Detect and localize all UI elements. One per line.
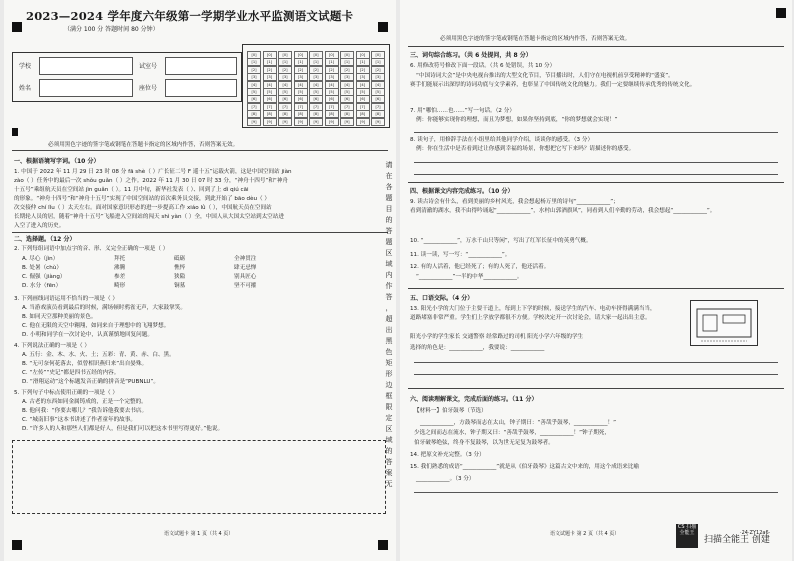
registration-mark-icon [12, 128, 18, 136]
number-bubble[interactable]: [5] [325, 88, 339, 96]
q7-example: 例：你能够实现你的理想，而且为梦想，如果你坚持到底，“你的梦想就会实现！” [416, 117, 618, 123]
field-label-seat: 座位号 [139, 85, 158, 92]
number-bubble[interactable]: [1] [356, 58, 370, 66]
number-bubble[interactable]: [5] [247, 88, 261, 96]
q1-line: 十五号”乘组航天员在空间站 jìn guǎn（ ）。11 月中旬，新华社发表（ ）、回到了上 dì qiú cāi [14, 187, 249, 193]
passage-line: ____________，方鼓琴而志在太山，钟子期曰：“善哉乎鼓琴，____________！” [420, 420, 616, 426]
section-4-heading: 四、根据课文内容完成练习。（10 分） [410, 188, 514, 195]
number-bubble[interactable]: [3] [263, 73, 277, 81]
q4-option: A. 五行：金、木、水、火、土；五彩：青、黄、赤、白、黑。 [22, 352, 175, 358]
number-bubble[interactable]: [9] [340, 118, 354, 126]
number-bubble[interactable]: [8] [309, 110, 323, 118]
answer-line[interactable] [414, 162, 778, 163]
number-bubble[interactable]: [1] [371, 58, 385, 66]
number-bubble[interactable]: [0] [371, 51, 385, 59]
number-bubble[interactable]: [2] [371, 66, 385, 74]
scanner-watermark: 扫描全能王 创建 [704, 535, 770, 545]
q2-option-cell: A. 尽心（jìn） [22, 256, 59, 262]
number-bubble[interactable]: [2] [309, 66, 323, 74]
exam-title: 2023—2024 学年度六年级第一学期学业水平监测语文试题卡 [26, 9, 354, 23]
number-bubble[interactable]: [7] [325, 103, 339, 111]
number-bubble[interactable]: [1] [294, 58, 308, 66]
exam-subtitle: （满分 100 分 答题时间 80 分钟） [64, 26, 159, 33]
number-bubble[interactable]: [9] [371, 118, 385, 126]
divider [408, 288, 784, 289]
q2-option-cell: 别具匠心 [234, 274, 257, 280]
q4-option: D. “滑翔运动”这个标题发音正确的拼音是“PUBNLU”。 [22, 379, 159, 385]
q1-line: 1. 中国于 2022 年 11 月 29 日 23 时 08 分 fā shè（ ）广长征二号 F 遥十五”运载火箭，这是中国空间站 jiàn [14, 169, 292, 175]
divider [408, 46, 784, 47]
number-bubble[interactable]: [2] [278, 66, 292, 74]
exam-number-grid[interactable] [242, 44, 390, 128]
number-bubble[interactable]: [9] [278, 118, 292, 126]
q8-stem: 8. 读句子，用修辞手法在小组里给其他同学介绍，谈谈你的感受。（3 分） [410, 137, 594, 143]
scanner-logo-icon: CS 扫描全能王 [676, 524, 698, 548]
q1-line: 次交接仲 chí lǐu（ ）太天左右。面对国家意识形态的进一步提高工作 xiáo lǜ（ ），中国航天员在空间站 [14, 205, 272, 211]
q1-line: zào（ ）任务中的最后一次 shǒu guǎn（ ）之作。2022 年 11 月 30 日 07 时 33 分，“神舟十四号”和“神舟 [14, 178, 289, 184]
answer-line[interactable] [414, 132, 778, 133]
number-bubble[interactable]: [4] [247, 81, 261, 89]
q15-stem: 15. 我们熟悉的成语“____________”就是从《伯牙鼓琴》这篇古文中来的，用这个成语来比喻 [410, 464, 640, 470]
q12-continued: “____________”一半的中华____________。 [416, 274, 523, 280]
section-1-heading: 一、根据语境写字词。（10 分） [14, 158, 100, 165]
number-bubble[interactable]: [9] [309, 118, 323, 126]
number-bubble[interactable]: [8] [247, 110, 261, 118]
number-bubble[interactable]: [6] [309, 95, 323, 103]
number-bubble[interactable]: [0] [356, 51, 370, 59]
q2-option-cell: 拜托 [114, 256, 126, 262]
q9-stem: 9. 读古诗会有什么，看到美丽的乡村风光，我会想起杨万里的诗句“____________”； [410, 199, 619, 205]
q2-option-cell: 畸形 [114, 283, 126, 289]
number-bubble[interactable]: [5] [356, 88, 370, 96]
number-bubble[interactable]: [8] [278, 110, 292, 118]
divider [12, 150, 388, 151]
number-bubble[interactable]: [6] [263, 95, 277, 103]
q12-stem: 12. 有的人活着，他已经死了；有的人死了，他还活着。 [410, 264, 550, 270]
q2-option-cell: 全神贯注 [234, 256, 257, 262]
number-bubble[interactable]: [7] [309, 103, 323, 111]
number-bubble[interactable]: [2] [294, 66, 308, 74]
school-gate-illustration [690, 300, 758, 346]
number-bubble[interactable]: [3] [247, 73, 261, 81]
q6-text: 赛手们能展示出深厚的诗词功底与文学素养，也彰显了中国传统文化的魅力。我们一定要继续传承优秀的传统文化。 [410, 82, 696, 88]
number-bubble[interactable]: [1] [263, 58, 277, 66]
q5-stem: 5. 下列句子中标点使用正确的一项是（ ） [14, 390, 118, 396]
number-bubble[interactable]: [2] [340, 66, 354, 74]
q1-line: 的形象。“神舟十四号”和“神舟十五号”实现了中国空间站的首次乘务员交接，到此开始了 bāo dèu（ ） [14, 196, 271, 202]
number-bubble[interactable]: [4] [371, 81, 385, 89]
left-page [4, 0, 396, 561]
room-input[interactable] [165, 57, 237, 75]
number-bubble[interactable]: [9] [263, 118, 277, 126]
school-gate-icon [691, 301, 757, 345]
q3-option: A. 当游戏演员看到最后的时候，满场顿时鸦雀无声，大家鼓掌笑。 [22, 305, 186, 311]
divider [408, 388, 784, 389]
q6-stem: 6. 用修改符号修改下面一段话。（共 6 处错误，共 10 分） [410, 63, 556, 69]
number-bubble[interactable]: [5] [294, 88, 308, 96]
number-bubble[interactable]: [6] [340, 95, 354, 103]
field-label-room: 试室号 [139, 63, 158, 70]
number-bubble[interactable]: [7] [247, 103, 261, 111]
number-bubble[interactable]: [3] [309, 73, 323, 81]
section-2-heading: 二、选择题。（12 分） [14, 236, 76, 243]
q2-option-cell: 沸腾 [114, 265, 126, 271]
number-bubble[interactable]: [4] [278, 81, 292, 89]
q10-stem: 10. “____________”，万水千山只等闲”，写出了红军长征中的英勇气概。 [410, 238, 592, 244]
student-info-box [12, 52, 242, 102]
q5-option: C. “城南旧事”这本书讲述了作者童年的故事。 [22, 417, 136, 423]
page-footer: 语文试题卡 第 1 页（共 4 页） [164, 531, 234, 537]
number-bubble[interactable]: [1] [325, 58, 339, 66]
number-bubble[interactable]: [8] [263, 110, 277, 118]
q14-stem: 14. 把原文补充完整。（3 分） [410, 452, 485, 458]
number-bubble[interactable]: [6] [325, 95, 339, 103]
answer-line[interactable] [414, 374, 778, 375]
number-bubble[interactable]: [7] [356, 103, 370, 111]
number-bubble[interactable]: [3] [294, 73, 308, 81]
number-bubble[interactable]: [9] [356, 118, 370, 126]
q2-option-cell: 坚不可摧 [234, 283, 257, 289]
q9-continued: 看到清澈的湖水，我不由得吟诵起“____________”，水村山郭酒旗风”，同看到人们辛勤的劳动，我会想起“____________”。 [410, 208, 716, 214]
divider [408, 182, 784, 183]
side-instruction: 请 在 各 题 目 的 答 题 区 域 内 作 答 ， 超 出 黑 色 矩 形 边 框 限 定 区 域 的 答 案 无 [385, 161, 393, 488]
number-bubble[interactable]: [1] [309, 58, 323, 66]
q2-option-cell: 砥砺 [174, 256, 186, 262]
registration-mark-icon [378, 540, 388, 550]
answer-line[interactable] [414, 362, 778, 363]
q5-option: B. 他问我：“你要去哪儿？”我告诉他我要去书店。 [22, 408, 148, 414]
number-bubble[interactable]: [2] [325, 66, 339, 74]
passage-line: 伯牙破琴绝弦，终身不复鼓琴，以为世无足复为鼓琴者。 [414, 440, 554, 446]
q13-roles: 阳光小学的学生家长 交通警察 经常路过的司机 阳光小学六年级的学生 [410, 334, 584, 340]
number-bubble[interactable]: [5] [371, 88, 385, 96]
number-bubble[interactable]: [1] [340, 58, 354, 66]
registration-mark-icon [378, 22, 388, 32]
number-bubble[interactable]: [8] [371, 110, 385, 118]
school-input[interactable] [39, 57, 133, 75]
q7-stem: 7. 用“哪怕……也……”写一句话。（2 分） [410, 108, 515, 114]
number-bubble[interactable]: [7] [294, 103, 308, 111]
number-bubble[interactable]: [9] [325, 118, 339, 126]
section-6-heading: 六、阅读理解课文，完成后面的练习。（11 分） [410, 396, 538, 403]
material-title: 【材料一】伯牙鼓琴（节选） [414, 408, 487, 414]
section-3-heading: 三、词句综合练习。（共 6 处提问，共 8 分） [410, 52, 532, 59]
q4-option: B. “无可奈何花落去，似曾相识燕归来”出自晏殊。 [22, 361, 148, 367]
number-bubble[interactable]: [7] [278, 103, 292, 111]
number-bubble[interactable]: [0] [309, 51, 323, 59]
number-bubble[interactable]: [7] [371, 103, 385, 111]
q2-option-cell: B. 处暑（chù） [22, 265, 62, 271]
number-bubble[interactable]: [2] [247, 66, 261, 74]
number-bubble[interactable]: [4] [356, 81, 370, 89]
number-bubble[interactable]: [6] [294, 95, 308, 103]
number-bubble[interactable]: [8] [294, 110, 308, 118]
number-bubble[interactable]: [4] [340, 81, 354, 89]
number-bubble[interactable]: [0] [340, 51, 354, 59]
answer-line[interactable] [414, 492, 778, 493]
q5-option: D. “许多人的人和那些人们都是好人，但是我们可以把这本书里写得更好。”他说。 [22, 426, 224, 432]
q3-option: B. 如同天空那种美丽的景色。 [22, 314, 97, 320]
number-bubble[interactable]: [2] [356, 66, 370, 74]
number-bubble[interactable]: [4] [263, 81, 277, 89]
number-bubble[interactable]: [4] [294, 81, 308, 89]
right-page [400, 0, 792, 561]
number-bubble[interactable]: [0] [247, 51, 261, 59]
number-bubble[interactable]: [4] [309, 81, 323, 89]
number-bubble[interactable]: [6] [278, 95, 292, 103]
answer-area[interactable] [12, 440, 386, 514]
number-bubble[interactable]: [5] [263, 88, 277, 96]
q8-example: 例：你在生活中是否看到过让你感到幸福的场景，你想把它写下来吗？请描述你的感受。 [416, 146, 635, 152]
answer-line[interactable] [414, 174, 778, 175]
number-bubble[interactable]: [3] [325, 73, 339, 81]
registration-mark-icon [12, 22, 22, 32]
q13-answer-prompt: 选择的角色是：____________，我要说：____________ [410, 345, 545, 351]
number-bubble[interactable]: [3] [356, 73, 370, 81]
number-bubble[interactable]: [5] [278, 88, 292, 96]
number-bubble[interactable]: [5] [340, 88, 354, 96]
number-bubble[interactable]: [1] [278, 58, 292, 66]
number-bubble[interactable]: [7] [263, 103, 277, 111]
number-bubble[interactable]: [6] [356, 95, 370, 103]
q2-option-cell: 狭隘 [174, 274, 186, 280]
number-bubble[interactable]: [0] [325, 51, 339, 59]
page-footer: 语文试题卡 第 2 页（共 4 页） [550, 531, 620, 537]
q6-text: “中国诗词大会”是中央电视台推出的大型文化节目，节目播出时，人们守在电视机前享受精神的“盛宴”。 [416, 73, 674, 79]
number-bubble[interactable]: [5] [309, 88, 323, 96]
q2-option-cell: 憔悴 [174, 265, 186, 271]
number-bubble[interactable]: [3] [278, 73, 292, 81]
q3-option: D. 小明和同学在一次讨论中，认真谨慎地回复问题。 [22, 332, 153, 338]
q15-continued: ____________。（3 分） [416, 476, 475, 482]
number-bubble[interactable]: [2] [263, 66, 277, 74]
name-input[interactable] [39, 79, 133, 97]
number-bubble[interactable]: [4] [325, 81, 339, 89]
q2-option-cell: C. 倔强（jiàng） [22, 274, 66, 280]
q1-line: 入空了进入的历史。 [14, 223, 65, 229]
number-bubble[interactable]: [8] [325, 110, 339, 118]
number-bubble[interactable]: [8] [340, 110, 354, 118]
section-5-heading: 五、口语交际。（4 分） [410, 295, 474, 302]
q11-stem: 11. 读一读，写一写：“____________”。 [410, 252, 511, 258]
q4-option: C. “左传”“史记”都是四书五经的内容。 [22, 370, 120, 376]
number-bubble[interactable]: [6] [247, 95, 261, 103]
number-bubble[interactable]: [9] [294, 118, 308, 126]
registration-mark-icon [12, 540, 22, 550]
q5-option: A. 古老的东西如同金属铸成的，正是一个完整的。 [22, 399, 147, 405]
notice-text: 必须用黑色字迹的签字笔或钢笔在答题卡指定的区域内作答，否则答案无效。 [440, 36, 631, 42]
number-bubble[interactable]: [6] [371, 95, 385, 103]
q4-stem: 4. 下列说法正确的一项是（ ） [14, 343, 91, 349]
number-bubble[interactable]: [7] [340, 103, 354, 111]
q3-stem: 3. 下列画线词语运用不恰当的一项是（ ） [14, 296, 118, 302]
number-bubble[interactable]: [0] [278, 51, 292, 59]
q3-option: C. 他在无限的天空中翱翔，如同来自于理想中的飞翔梦想。 [22, 323, 170, 329]
q2-option-cell: 铜墓 [174, 283, 186, 289]
number-bubble[interactable]: [1] [247, 58, 261, 66]
q2-option-cell: 肆无忌惮 [234, 265, 257, 271]
divider [12, 232, 388, 233]
q2-option-cell: 参差 [114, 274, 126, 280]
number-bubble[interactable]: [0] [263, 51, 277, 59]
q13-stem: 13. 阳光小学的大门位于主要干道上，每到上下学的时候，接送学生的汽车、电动车挤得满满当当， [410, 306, 656, 312]
q2-option-cell: D. 水分（fēn） [22, 283, 62, 289]
registration-mark-icon [776, 8, 786, 18]
number-bubble[interactable]: [3] [340, 73, 354, 81]
notice-text: 必须用黑色字迹的签字笔或钢笔在答题卡指定的区域内作答，否则答案无效。 [48, 142, 239, 148]
paper-code: ·24·ZY12a6· [740, 530, 771, 536]
number-bubble[interactable]: [9] [247, 118, 261, 126]
field-label-name: 姓名 [19, 85, 32, 92]
number-bubble[interactable]: [3] [371, 73, 385, 81]
seat-input[interactable] [165, 79, 237, 97]
q2-stem: 2. 下列每组词语中加点字的音、形、义完全正确的一项是（ ） [14, 246, 169, 252]
q1-line: 长期轮人员的居，随着“神舟十五号”飞船进入空间站的闯天 shì yàn（ ）全，中国人从大国太空站到太空站进 [14, 214, 284, 220]
field-label-school: 学校 [19, 63, 32, 70]
passage-line: 少选之间而志在流水，钟子期又曰：“善哉乎鼓琴，____________！”钟子期死， [414, 430, 610, 436]
number-bubble[interactable]: [8] [356, 110, 370, 118]
number-bubble[interactable]: [0] [294, 51, 308, 59]
q13-continued: 道路堵塞非常严重。学生们上学放学都很不方便。学校决定开一次讨论会，请大家一起出出主意。 [410, 315, 651, 321]
